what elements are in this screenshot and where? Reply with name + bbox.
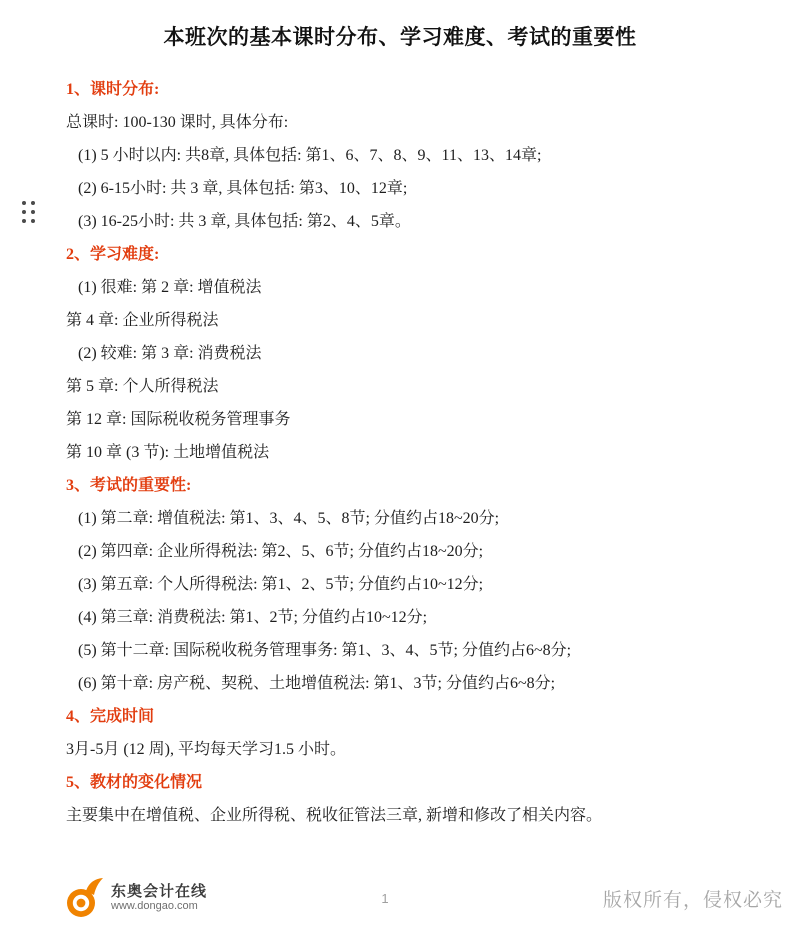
list-item: (1) 第二章: 增值税法: 第1、3、4、5、8节; 分值约占18~20分; — [78, 510, 500, 527]
list-item: (6) 第十章: 房产税、契税、土地增值税法: 第1、3节; 分值约占6~8分; — [78, 675, 556, 692]
brand-logo — [64, 876, 207, 920]
brand-url: www.dongao.com — [111, 900, 198, 912]
dot — [31, 219, 35, 223]
paragraph-line: 3月-5月 (12 周), 平均每天学习1.5 小时。 — [66, 741, 346, 758]
section-heading-2: 2、学习难度: — [66, 246, 160, 263]
dongao-logo-icon — [64, 876, 104, 920]
paragraph-line: 第 10 章 (3 节): 土地增值税法 — [66, 444, 270, 461]
page-number: 1 — [381, 890, 389, 906]
list-item: (3) 16-25小时: 共 3 章, 具体包括: 第2、4、5章。 — [78, 213, 411, 230]
section-heading-4: 4、完成时间 — [66, 708, 155, 725]
list-item: (5) 第十二章: 国际税收税务管理事务: 第1、3、4、5节; 分值约占6~8分; — [78, 642, 572, 659]
list-item: (3) 第五章: 个人所得税法: 第1、2、5节; 分值约占10~12分; — [78, 576, 484, 593]
page-title: 本班次的基本课时分布、学习难度、考试的重要性 — [163, 25, 637, 49]
dot — [22, 210, 26, 214]
section-heading-1: 1、课时分布: — [66, 81, 160, 98]
document-body — [0, 73, 800, 832]
list-item: (1) 很难: 第 2 章: 增值税法 — [78, 279, 262, 296]
brand-text — [111, 883, 207, 913]
list-item: (2) 第四章: 企业所得税法: 第2、5、6节; 分值约占18~20分; — [78, 543, 484, 560]
paragraph-line: 总课时: 100-130 课时, 具体分布: — [66, 114, 289, 131]
page-footer — [0, 859, 800, 937]
paragraph-line: 第 4 章: 企业所得税法 — [66, 312, 219, 329]
dot — [22, 201, 26, 205]
section-heading-3: 3、考试的重要性: — [66, 477, 192, 494]
copyright-notice: 版权所有，侵权必究 — [602, 889, 783, 911]
dot — [22, 219, 26, 223]
dot — [31, 201, 35, 205]
list-item: (2) 较难: 第 3 章: 消费税法 — [78, 345, 262, 362]
list-item: (1) 5 小时以内: 共8章, 具体包括: 第1、6、7、8、9、11、13、14章; — [78, 147, 542, 164]
brand-name: 东奥会计在线 — [111, 883, 208, 900]
paragraph-line: 主要集中在增值税、企业所得税、税收征管法三章, 新增和修改了相关内容。 — [66, 807, 603, 824]
paragraph-line: 第 5 章: 个人所得税法 — [66, 378, 219, 395]
paragraph-line: 第 12 章: 国际税收税务管理事务 — [66, 411, 291, 428]
section-heading-5: 5、教材的变化情况 — [66, 774, 203, 791]
list-item: (4) 第三章: 消费税法: 第1、2节; 分值约占10~12分; — [78, 609, 428, 626]
dot — [31, 210, 35, 214]
six-dots-drag-handle-icon[interactable] — [22, 201, 35, 223]
list-item: (2) 6-15小时: 共 3 章, 具体包括: 第3、10、12章; — [78, 180, 408, 197]
